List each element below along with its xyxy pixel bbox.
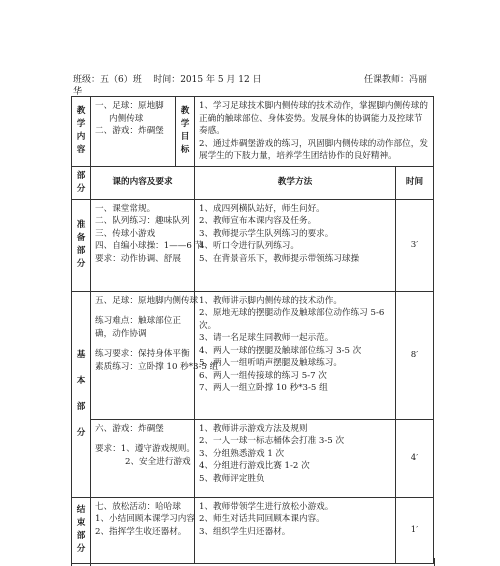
teacher-label: 任课教师：冯丽 xyxy=(364,75,428,85)
ending-time: 1′ xyxy=(396,497,434,563)
goal-item: 2、通过炸碉堡游戏的练习，巩固脚内侧传球的动作部位，发展学生的下肢力量，培养学生团结协作的良好精神。 xyxy=(199,138,428,161)
col-head-section: 部 分 xyxy=(72,166,91,199)
basic-game-content: 六、游戏：炸碉堡 要求：1、遵守游戏规则。 2、安全进行游戏 xyxy=(91,419,195,497)
basic-drill-content: 五、足球：原地脚内侧传球 练习难点：触球部位正确，动作协调 练习要求：保持身体平衡 素质练习：立卧撑 10 秒*3-5 组 xyxy=(91,291,195,419)
row-basic-drill xyxy=(72,291,434,419)
class-label: 班级：五（6）班 xyxy=(73,75,142,85)
basic-game-method: 1、教师讲示游戏方法及规则 2、一人一球一标志桶体会打准 3-5 次 3、分组熟悉游戏 1 次 4、分组进行游戏比赛 1-2 次 5、教师评定胜负 xyxy=(195,419,396,497)
lesson-plan-table xyxy=(71,96,434,564)
basic-game-time: 4′ xyxy=(396,419,434,497)
col-head-time: 时间 xyxy=(396,166,434,199)
teacher-label-wrap xyxy=(364,74,444,86)
lesson-content-cell: 一、足球：原地脚 内侧传球 二、游戏：炸碉堡 xyxy=(91,97,176,167)
label-teaching-goals: 教 学 目 标 xyxy=(176,97,195,167)
row-ending xyxy=(72,497,434,563)
label-ending: 结 束 部 分 xyxy=(72,497,91,563)
goal-item: 1、学习足球技术脚内侧传球的技术动作，掌握脚内侧传球的正确的触球部位、身体姿势。发展身体的协调能力及控球节奏感。 xyxy=(199,101,428,136)
preparation-content: 一、课堂常规。 二、队列练习：趣味队列 三、传球小游戏 四、自编小球操：1——6 节 要求：动作协调、舒展 xyxy=(91,199,195,291)
row-column-header xyxy=(72,166,434,199)
row-lesson-content xyxy=(72,97,434,167)
table-continuation xyxy=(71,558,435,566)
label-lesson-content: 教 学 内 容 xyxy=(72,97,91,167)
preparation-time: 3′ xyxy=(396,199,434,291)
label-basic: 基 本 部 分 xyxy=(72,291,91,497)
basic-drill-time: 8′ xyxy=(396,291,434,419)
preparation-method: 1、成四列横队站好，师生问好。 2、教师宣布本课内容及任务。 3、教师提示学生队列练习的要求。 4、听口令进行队列练习。 5、在背景音乐下，教师提示带领练习球操 xyxy=(195,199,396,291)
row-basic-game xyxy=(72,419,434,497)
col-head-method: 教学方法 xyxy=(195,166,396,199)
row-preparation xyxy=(72,199,434,291)
teaching-goals-cell xyxy=(195,97,434,167)
col-head-content: 课的内容及要求 xyxy=(91,166,195,199)
date-label: 时间：2015 年 5 月 12 日 xyxy=(153,75,262,85)
ending-method: 1、教师带领学生进行放松小游戏。 2、师生对话共同回顾本课内容。 3、组织学生归还器材。 xyxy=(195,497,396,563)
ending-content: 七、放松活动：哈哈球 1、小结回顾本课学习内容 2、指挥学生收还器材。 xyxy=(91,497,195,563)
basic-drill-method: 1、教师讲示脚内侧传球的技术动作。 2、原地无球的摆腿动作及触球部位动作练习 5-6 次。 3、请一名足球生同教师一起示范。 4、两人一球的摆腿及触球部位练习 3-5 次 5、两人一组听哨声摆腿及触球练习。 6、两人一组传接球的练习 5-7 次 7、两人一组立卧撑 10 秒*3-5 组 xyxy=(195,291,396,419)
label-preparation: 准 备 部 分 xyxy=(72,199,91,291)
teacher-name-overflow: 华 xyxy=(73,87,83,97)
